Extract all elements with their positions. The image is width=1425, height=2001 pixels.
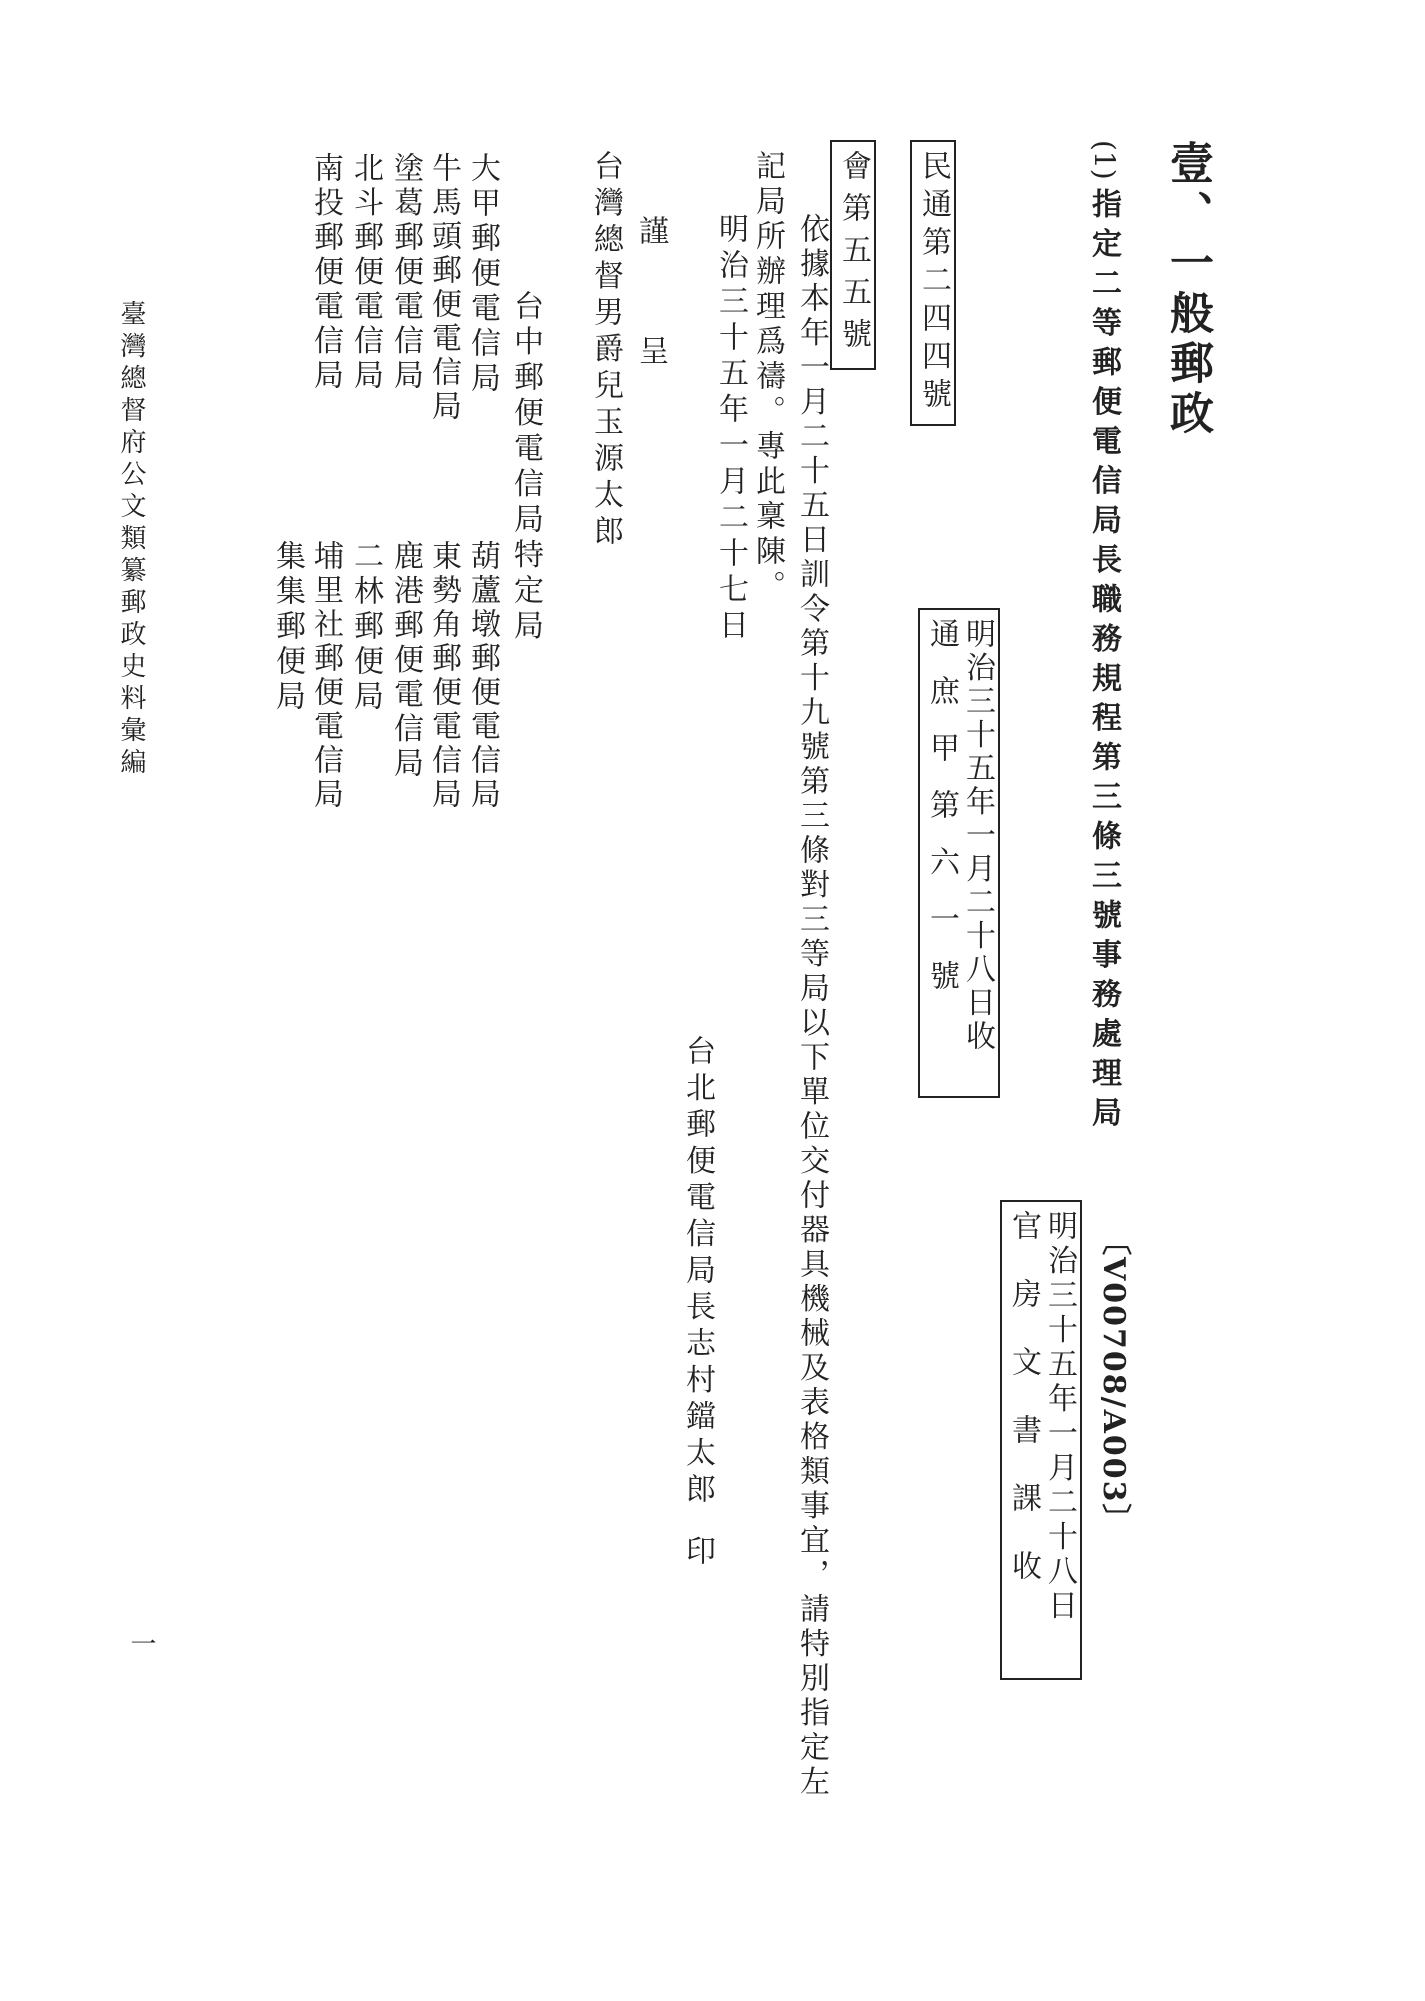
- office-jiji: 集集郵便局: [270, 540, 305, 715]
- office-dajia: 大甲郵便電信局: [465, 152, 500, 397]
- body-line-1: 依據本年一月二十五日訓令第十九號第三條對三等局以下單位交付器具機械及表格類事宜，請特別指定左: [794, 213, 829, 1800]
- receipt-stamp-general-affairs-number: 通庶甲第六一號: [924, 618, 959, 1017]
- item-number: (1): [1088, 140, 1121, 180]
- office-pulishe: 埔里社郵便電信局: [308, 540, 343, 812]
- office-tuge: 塗葛郵便電信局: [388, 152, 423, 394]
- office-dongshijiao: 東勢角郵便電信局: [426, 540, 461, 812]
- sender: 台北郵便電信局長志村鐺太郎: [680, 1035, 715, 1510]
- office-nantou: 南投郵便電信局: [308, 152, 343, 394]
- footer-title: 臺灣總督府公文類纂郵政史料彙編: [116, 300, 146, 780]
- closing: 謹 呈: [633, 215, 668, 375]
- document-title: 指定二等郵便電信局長職務規程第三條三號事務處理局: [1086, 188, 1121, 1136]
- receipt-stamp-cabinet: [1000, 1200, 1082, 1680]
- page-number: 一: [126, 1630, 156, 1656]
- number-box-kai: 會第五五號: [830, 140, 876, 370]
- receipt-stamp-general-affairs-date: 明治三十五年一月二十八日收: [960, 618, 995, 1054]
- office-erlin: 二林郵便局: [348, 540, 383, 715]
- document-date: 明治三十五年一月二十七日: [713, 213, 748, 645]
- number-box-min: 民通第二四四號: [910, 140, 956, 426]
- receipt-stamp-general-affairs: [918, 608, 1000, 1098]
- body-line-2: 記局所辦理爲禱。專此稟陳。: [750, 150, 785, 605]
- office-specified: 台中郵便電信局特定局: [508, 290, 543, 645]
- office-niumatou: 牛馬頭郵便電信局: [426, 152, 461, 424]
- recipient: 台灣總督男爵兒玉源太郎: [588, 150, 623, 552]
- section-heading: 壹、一般郵政: [1162, 140, 1213, 440]
- seal-mark: 印: [680, 1535, 715, 1565]
- office-lugang: 鹿港郵便電信局: [388, 540, 423, 782]
- receipt-stamp-cabinet-date: 明治三十五年一月二十八日: [1042, 1210, 1077, 1624]
- office-huludun: 葫蘆墩郵便電信局: [465, 540, 500, 812]
- office-beidou: 北斗郵便電信局: [348, 152, 383, 394]
- receipt-stamp-cabinet-office: 官房文書課收: [1006, 1210, 1041, 1618]
- reference-code: 〔V00708/A003〕: [1096, 1225, 1131, 1536]
